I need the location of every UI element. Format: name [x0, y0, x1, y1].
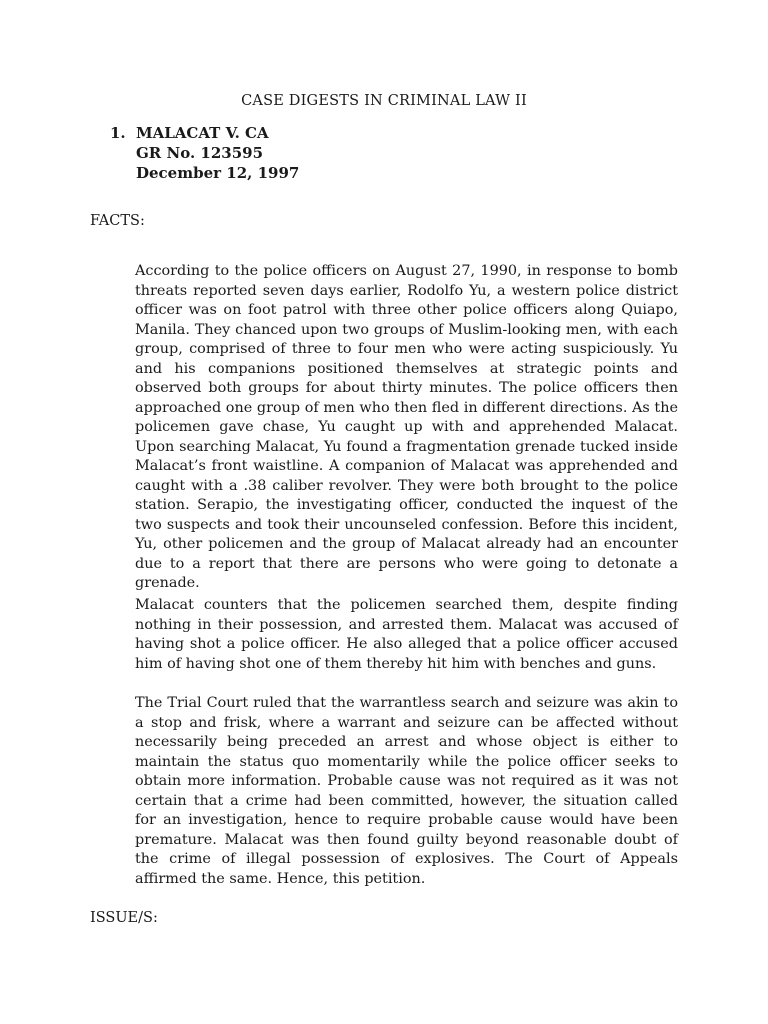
facts-heading: FACTS:: [90, 213, 145, 229]
case-name: MALACAT V. CA: [136, 124, 269, 142]
case-date: December 12, 1997: [136, 164, 300, 182]
case-header: [110, 123, 299, 183]
facts-paragraph-3: The Trial Court ruled that the warrantless search and seizure was akin to a stop and frisk, where a warrant and seizure can be affected without necessarily being preceded an arrest and whose object is either to maintain the status quo momentarily while the police officer seeks to obtain more information. Probable cause was not required as it was not certain that a crime had been committed, however, the situation called for an investigation, hence to require probable cause would have been premature. Malacat was then found guilty beyond reasonable doubt of the crime of illegal possession of explosives. The Court of Appeals affirmed the same. Hence, this petition.: [135, 695, 678, 887]
case-name-line: [110, 123, 299, 143]
document-title: CASE DIGESTS IN CRIMINAL LAW II: [241, 93, 527, 109]
facts-paragraph-2: Malacat counters that the policemen searched them, despite finding nothing in their possession, and arrested them. Malacat was accused of having shot a police officer. He also alleged that a police officer accused him of having shot one of them thereby hit him with benches and guns.: [135, 597, 678, 672]
case-number: 1.: [110, 124, 126, 142]
issues-heading: ISSUE/S:: [90, 910, 158, 926]
facts-paragraph-1: According to the police officers on August 27, 1990, in response to bomb threats reported seven days earlier, Rodolfo Yu, a western police district officer was on foot patrol with three other police officers along Quiapo, Manila. They chanced upon two groups of Muslim-looking men, with each group, comprised of three to four men who were acting suspiciously. Yu and his companions positioned themselves at strategic points and observed both groups for about thirty minutes. The police officers then approached one group of men who then fled in different directions. As the policemen gave chase, Yu caught up with and apprehended Malacat. Upon searching Malacat, Yu found a fragmentation grenade tucked inside Malacat’s front waistline. A companion of Malacat was apprehended and caught with a .38 caliber revolver. They were both brought to the police station. Serapio, the investigating officer, conducted the inquest of the two suspects and took their uncounseled confession. Before this incident, Yu, other policemen and the group of Malacat already had an encounter due to a report that there are persons who were going to detonate a grenade.: [135, 263, 678, 591]
case-gr-number: GR No. 123595: [136, 144, 264, 162]
